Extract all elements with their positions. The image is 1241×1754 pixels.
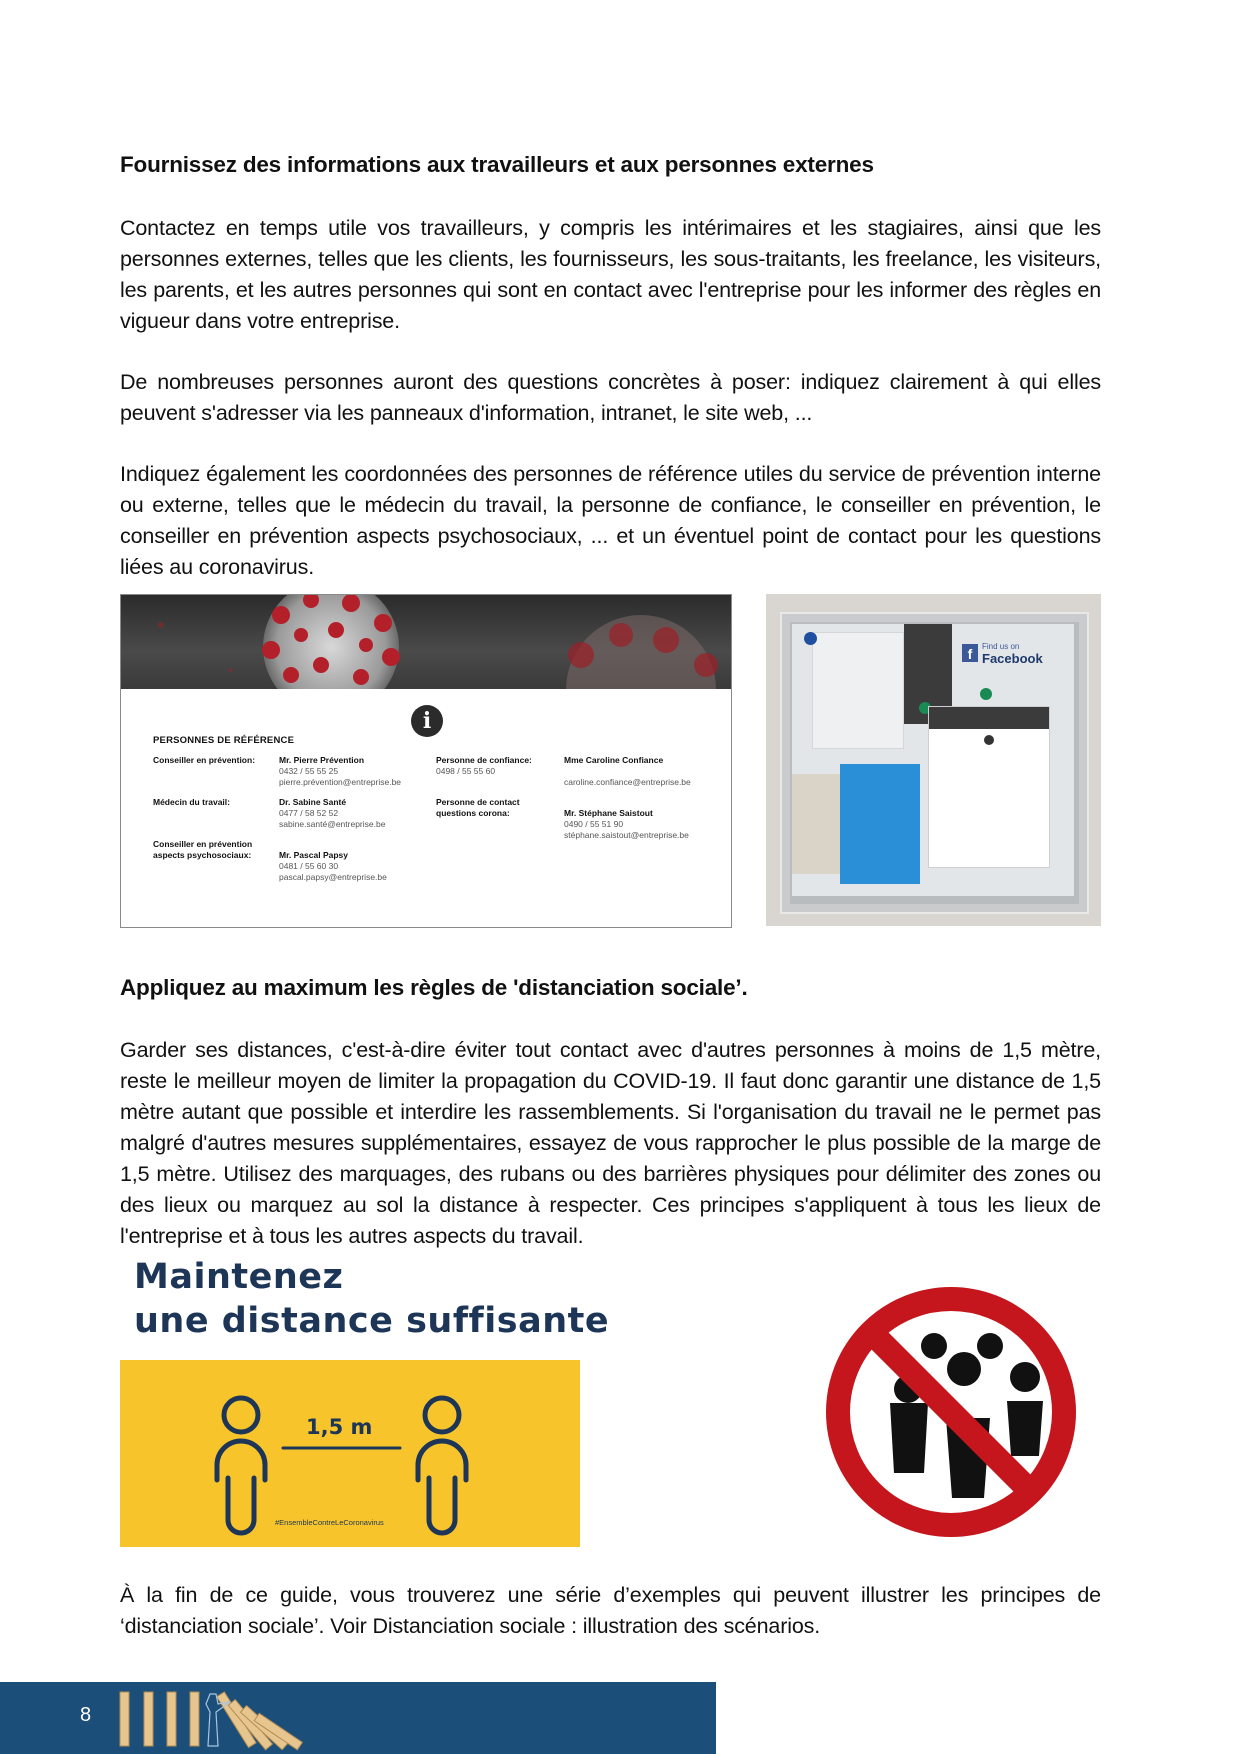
contact-name: Mr. Stéphane Saistout xyxy=(564,808,653,818)
distance-sign-title xyxy=(134,1255,609,1343)
section-heading-information: Fournissez des informations aux travailleurs et aux personnes externes xyxy=(120,152,874,177)
distance-label: 1,5 m xyxy=(306,1415,373,1439)
contact-role: Médecin du travail: xyxy=(153,797,230,807)
paragraph-closing xyxy=(120,1580,1101,1642)
green-magnet xyxy=(980,688,992,700)
notice-board-photo xyxy=(766,594,1101,926)
contact-phone: 0498 / 55 55 60 xyxy=(436,766,496,776)
paragraph-contact-workers xyxy=(120,213,1101,337)
contact-email: pierre.prévention@entreprise.be xyxy=(279,777,402,787)
posted-flyer xyxy=(792,774,840,874)
page-number: 8 xyxy=(80,1704,92,1726)
contact-email: stéphane.saistout@entreprise.be xyxy=(564,830,689,840)
virus-illustration xyxy=(121,595,731,689)
facebook-small-text: Find us on xyxy=(982,642,1020,651)
hashtag: #EnsembleContreLeCoronavirus xyxy=(275,1518,384,1527)
contact-name: Mr. Pierre Prévention xyxy=(279,755,365,765)
paragraph-reference-persons xyxy=(120,459,1101,583)
posted-reference-card xyxy=(928,706,1050,868)
paragraph-text: Contactez en temps utile vos travailleurs, y compris les intérimaires et les stagiaires, ainsi que les personnes externes, telles que les clients, les fournisseurs, les sous-traitants, les freelance, les visiteurs, les parents, et les autres personnes qui sont en contact avec l'entreprise pour les informer des règles en vigueur dans votre entreprise. xyxy=(120,216,1101,333)
section-heading-social-distancing: Appliquez au maximum les règles de 'distanciation sociale’. xyxy=(120,975,748,1000)
paragraph-keep-distance xyxy=(120,1035,1101,1252)
notice-board-surface xyxy=(792,624,1074,896)
contact-role: Conseiller en prévention aspects psychosociaux: xyxy=(153,839,253,860)
paragraph-text: Garder ses distances, c'est-à-dire éviter tout contact avec d'autres personnes à moins de 1,5 mètre, reste le meilleur moyen de limiter la propagation du COVID-19. Il faut donc garantir une distance de 1,5 mètre autant que possible et interdire les rassemblements. Si l'organisation du travail ne le permet pas malgré d'autres mesures supplémentaires, essayez de vous rapprocher le plus possible de la marge de 1,5 mètre. Utilisez des marquages, des rubans ou des barrières physiques pour délimiter des zones ou des lieux ou marquez au sol la distance à respecter. Ces principes s'appliquent à tous les lieux de l'entreprise et à tous les autres aspects du travail. xyxy=(120,1038,1101,1248)
facebook-big-text: Facebook xyxy=(982,651,1043,666)
contact-email: sabine.santé@entreprise.be xyxy=(279,819,386,829)
facebook-icon: f xyxy=(962,644,978,662)
contact-role: Conseiller en prévention: xyxy=(153,755,256,765)
distance-sign-title-line1: Maintenez xyxy=(134,1257,344,1297)
contact-name: Mme Caroline Confiance xyxy=(564,755,664,765)
contact-name: Mr. Pascal Papsy xyxy=(279,850,348,860)
paragraph-questions xyxy=(120,367,1101,429)
card-title: PERSONNES DE RÉFÉRENCE xyxy=(153,735,295,746)
paragraph-text: Indiquez également les coordonnées des personnes de référence utiles du service de prévention interne ou externe, telles que le médecin du travail, la personne de confiance, le conseiller en prévention, le conseiller en prévention aspects psychosociaux, ... et un éventuel point de contact pour les questions liées au coronavirus. xyxy=(120,462,1101,579)
contact-phone: 0432 / 55 55 25 xyxy=(279,766,339,776)
distance-sign-title-line2: une distance suffisante xyxy=(134,1301,610,1341)
reference-persons-card xyxy=(120,594,732,928)
contact-phone: 0477 / 58 52 52 xyxy=(279,808,339,818)
page-footer xyxy=(0,1682,716,1754)
blue-magnet xyxy=(804,632,817,645)
contact-role: Personne de confiance: xyxy=(436,755,532,765)
posted-document xyxy=(812,632,904,749)
contact-email: pascal.papsy@entreprise.be xyxy=(279,872,387,882)
contact-phone: 0490 / 55 51 90 xyxy=(564,819,624,829)
contact-email: caroline.confiance@entreprise.be xyxy=(564,777,691,787)
paragraph-text: À la fin de ce guide, vous trouverez une série d’exemples qui peuvent illustrer les principes de ‘distanciation sociale’. Voir Distanciation sociale : illustration des scénarios. xyxy=(120,1583,1101,1638)
contact-phone: 0481 / 55 60 30 xyxy=(279,861,339,871)
distance-sign xyxy=(120,1360,580,1547)
info-icon: i xyxy=(411,705,443,737)
paragraph-text: De nombreuses personnes auront des questions concrètes à poser: indiquez clairement à qui elles peuvent s'adresser via les panneaux d'information, intranet, le site web, ... xyxy=(120,370,1101,425)
blue-flyer xyxy=(840,764,920,884)
contact-role: Personne de contact questions corona: xyxy=(436,797,520,818)
dominoes-logo-icon xyxy=(112,1682,372,1754)
coronavirus-banner-image xyxy=(121,595,731,689)
contact-name: Dr. Sabine Santé xyxy=(279,797,347,807)
no-gathering-icon xyxy=(822,1283,1080,1541)
